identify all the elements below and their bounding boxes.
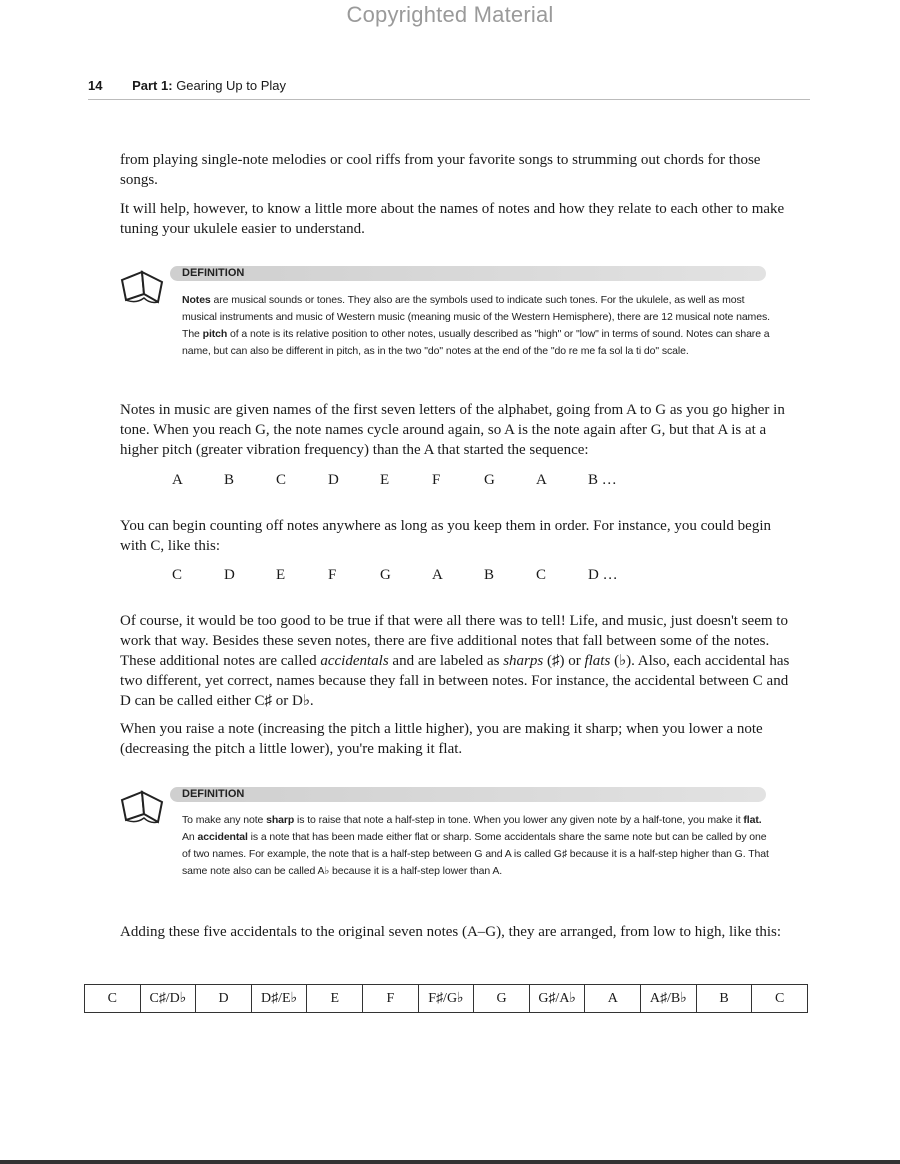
note: C	[172, 567, 183, 583]
table-cell: G♯/A♭	[529, 985, 585, 1013]
note: F	[432, 472, 441, 488]
note: E	[380, 472, 390, 488]
definition-label: DEFINITION	[182, 267, 245, 279]
chromatic-scale-table	[84, 984, 808, 1013]
note: F	[328, 567, 337, 583]
part-title: Gearing Up to Play	[176, 78, 287, 93]
paragraph-7: Adding these five accidentals to the original seven notes (A–G), they are arranged, from low to high, like this:	[120, 924, 782, 940]
paragraph-5: Of course, it would be too good to be true if that were all there was to tell! Life, and music, just doesn't seem to work that way. Besides these seven notes, there are five additional notes that fall between some of the notes. These additional notes are called accidentals and are labeled as sharps (♯) or flats (♭). Also, each accidental has two different, yet correct, names because they fall in between notes. For instance, the accidental between C and D can be called either C♯ or D♭.	[120, 613, 790, 709]
table-cell: D♯/E♭	[251, 985, 307, 1013]
note: C	[276, 472, 287, 488]
table-cell: C	[752, 985, 808, 1013]
definition-text: To make any note sharp is to raise that note a half-step in tone. When you lower any given note by a half-tone, you make it flat. An accidental is a note that has been made either flat or sharp. Some accidentals share the same note but can be called by one of two names. For example, the note that is a half-step between G and A is called G♯ because it is a half-step higher than G. That same note also can be called A♭ because it is a half-step lower than A.	[182, 814, 769, 877]
paragraph-4: You can begin counting off notes anywhere as long as you keep them in order. For instance, you could begin with C, like this:	[120, 518, 771, 554]
table-cell: F	[363, 985, 419, 1013]
open-book-icon	[118, 264, 170, 304]
note-sequence-a	[172, 470, 658, 490]
open-book-icon	[118, 784, 170, 824]
table-cell: D	[196, 985, 252, 1013]
note: E	[276, 567, 286, 583]
definition-text: Notes are musical sounds or tones. They also are the symbols used to indicate such tones. For the ukulele, as well as most musical instruments and music of Western music (meaning music of the Western Hemisphere), there are 12 musical note names. The pitch of a note is its relative position to other notes, usually described as "high" or "low" in terms of sound. Notes can share a name, but can also be different in pitch, as in the two "do" notes at the end of the "do re me fa sol la ti do" scale.	[182, 294, 770, 357]
note: B	[224, 472, 235, 488]
paragraph-6: When you raise a note (increasing the pitch a little higher), you are making it sharp; when you lower a note (decreasing the pitch a little lower), you're making it flat.	[120, 721, 763, 757]
table-cell: B	[696, 985, 752, 1013]
note: G	[484, 472, 495, 488]
definition-bar	[170, 266, 766, 281]
note: C	[536, 567, 547, 583]
table-cell: A♯/B♭	[641, 985, 697, 1013]
table-row	[85, 985, 808, 1013]
page-bottom-edge	[0, 1160, 900, 1164]
running-header	[88, 78, 810, 100]
note: D …	[588, 567, 618, 583]
part-label: Part 1:	[132, 78, 173, 93]
definition-box-sharp-flat	[118, 784, 768, 904]
note: G	[380, 567, 391, 583]
note: D	[224, 567, 235, 583]
note: A	[172, 472, 183, 488]
note: A	[432, 567, 443, 583]
paragraph-2: It will help, however, to know a little more about the names of notes and how they relate to each other to make tuning your ukulele easier to understand.	[120, 201, 785, 237]
table-cell: C♯/D♭	[140, 985, 196, 1013]
table-cell: E	[307, 985, 363, 1013]
definition-box-notes	[118, 264, 768, 384]
definition-label: DEFINITION	[182, 788, 245, 800]
note-sequence-c	[172, 565, 658, 585]
definition-bar	[170, 787, 766, 802]
note: B	[484, 567, 495, 583]
copyright-watermark: Copyrighted Material	[346, 2, 554, 27]
note: B …	[588, 472, 617, 488]
table-cell: C	[85, 985, 141, 1013]
note: A	[536, 472, 547, 488]
table-cell: F♯/G♭	[418, 985, 474, 1013]
paragraph-1: from playing single-note melodies or cool riffs from your favorite songs to strumming out chords for those songs.	[120, 152, 761, 188]
note: D	[328, 472, 339, 488]
page-number: 14	[88, 78, 103, 93]
paragraph-3: Notes in music are given names of the first seven letters of the alphabet, going from A to G as you go higher in tone. When you reach G, the note names cycle around again, so A is the note again after G, but that A is at a higher pitch (greater vibration frequency) than the A that started the sequence:	[120, 402, 785, 458]
table-cell: G	[474, 985, 530, 1013]
table-cell: A	[585, 985, 641, 1013]
